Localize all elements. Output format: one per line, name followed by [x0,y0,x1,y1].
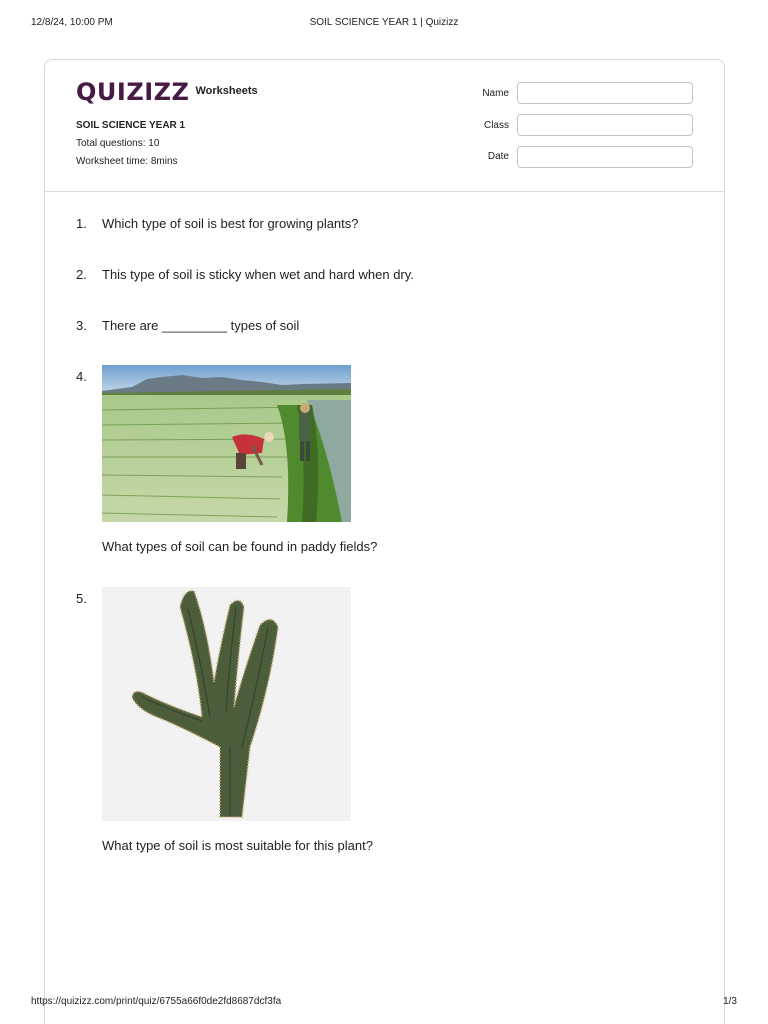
question-1 [76,216,676,234]
question-number: 4. [76,369,87,384]
date-field[interactable] [517,146,693,168]
name-field[interactable] [517,82,693,104]
cactus-image [102,587,351,821]
print-url: https://quizizz.com/print/quiz/6755a66f0de2fd8687dcf3fa [31,996,282,1007]
question-text: Which type of soil is best for growing plants? [102,216,359,231]
logo-wordmark: QUIZIZZ [76,78,190,106]
worksheet-header [45,60,724,192]
question-5 [76,838,676,856]
print-title: SOIL SCIENCE YEAR 1 | Quizizz [309,17,459,28]
question-2 [76,267,676,285]
worksheet [44,59,725,1024]
worksheet-time: Worksheet time: 8mins [76,156,178,167]
quizizz-logo [76,78,258,106]
question-number: 1. [76,216,87,231]
question-3 [76,318,676,336]
question-number: 2. [76,267,87,282]
total-questions: Total questions: 10 [76,138,160,149]
question-text: This type of soil is sticky when wet and hard when dry. [102,267,414,282]
class-label: Class [483,120,509,131]
question-text: There are _________ types of soil [102,318,300,333]
date-label: Date [487,151,509,162]
question-number: 5. [76,591,87,606]
name-label: Name [482,88,509,99]
page-number: 1/3 [723,996,737,1007]
class-field[interactable] [517,114,693,136]
question-4 [76,539,676,557]
question-text: What type of soil is most suitable for this plant? [102,838,373,853]
question-number: 3. [76,318,87,333]
question-text: What types of soil can be found in paddy fields? [102,539,378,554]
print-datetime: 12/8/24, 10:00 PM [31,17,113,28]
print-header [0,17,768,31]
logo-subtitle: Worksheets [195,85,258,97]
paddy-field-image [102,365,351,522]
quiz-title: SOIL SCIENCE YEAR 1 [76,120,186,131]
